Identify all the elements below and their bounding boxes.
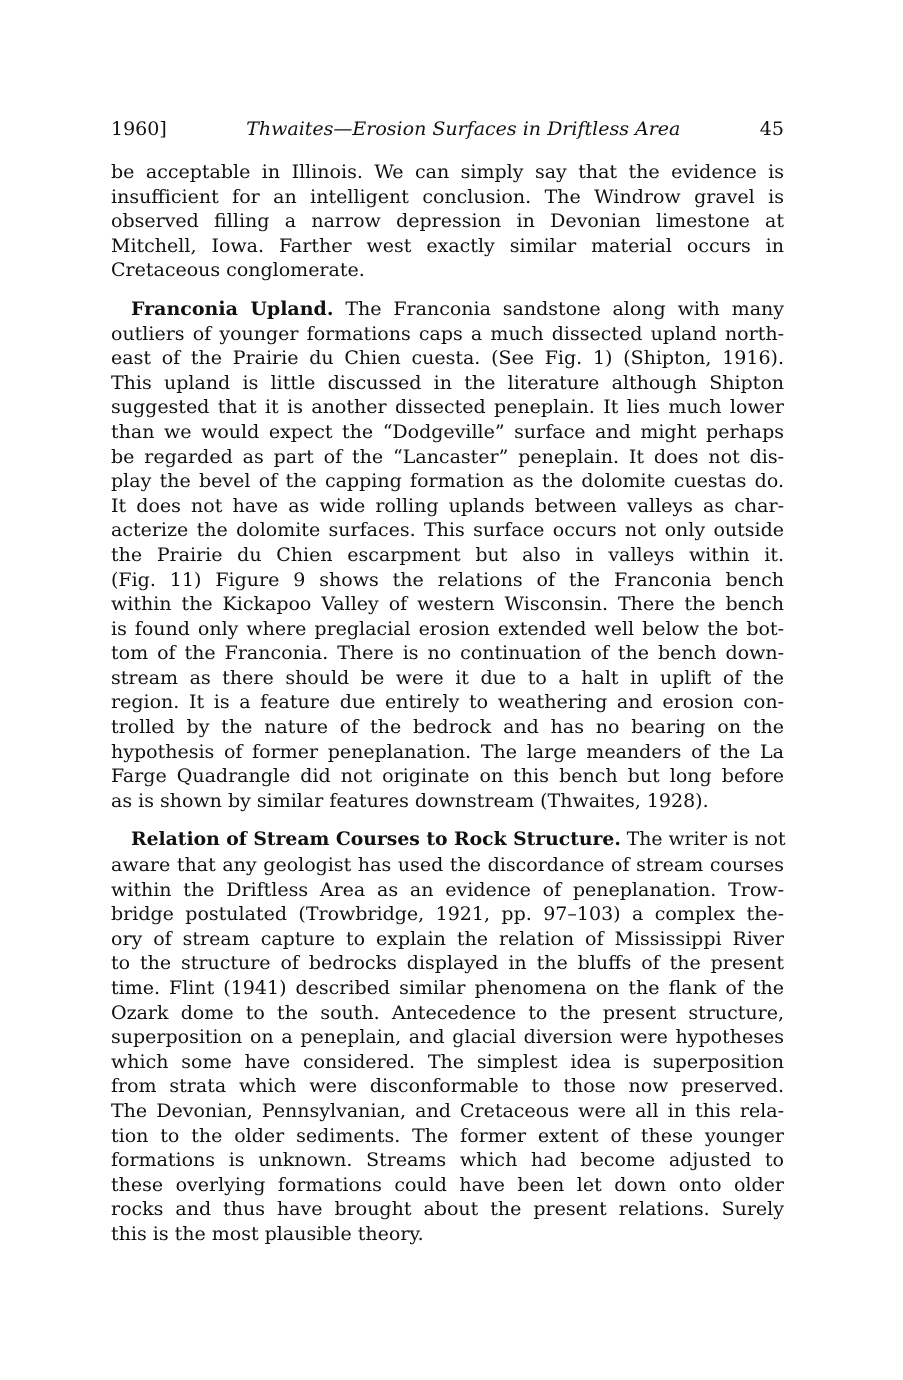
header-year: 1960] — [111, 118, 167, 140]
text-line: which some have considered. The simplest idea is superposition — [111, 1050, 784, 1073]
line-text: The Franconia sandstone along with many — [333, 297, 784, 320]
text-line: observed filling a narrow depression in Devonian limestone at — [111, 210, 784, 233]
text-line: hypothesis of former peneplanation. The large meanders of the La — [111, 740, 784, 763]
text-line: (Fig. 11) Figure 9 shows the relations of the Franconia bench — [111, 568, 784, 591]
line-text: The writer is not — [620, 829, 786, 851]
text-line — [111, 297, 784, 322]
text-line: the Prairie du Chien escarpment but also in valleys within it. — [111, 543, 784, 566]
text-line — [111, 827, 784, 853]
text-line: these overlying formations could have been let down onto older — [111, 1173, 784, 1196]
text-line: region. It is a feature due entirely to weathering and erosion con- — [111, 691, 784, 714]
text-line: play the bevel of the capping formation as the dolomite cuestas do. — [111, 470, 784, 493]
text-line: within the Driftless Area as an evidence of peneplanation. Trow- — [111, 878, 784, 901]
text-line: to the structure of bedrocks displayed in the bluffs of the present — [111, 952, 784, 975]
running-header — [111, 118, 784, 146]
paragraph — [111, 297, 784, 813]
paragraph — [111, 160, 784, 283]
text-line: tom of the Franconia. There is no continuation of the bench down- — [111, 642, 784, 665]
header-title: Thwaites—Erosion Surfaces in Driftless Area — [246, 118, 681, 140]
text-line: Cretaceous conglomerate. — [111, 259, 365, 282]
text-line: rocks and thus have brought about the present relations. Surely — [111, 1198, 784, 1221]
text-line: Mitchell, Iowa. Farther west exactly similar material occurs in — [111, 234, 784, 257]
text-line: stream as there should be were it due to a halt in uplift of the — [111, 666, 784, 689]
text-line: ory of stream capture to explain the relation of Mississippi River — [111, 927, 784, 950]
text-line: aware that any geologist has used the discordance of stream courses — [111, 854, 784, 877]
text-line: east of the Prairie du Chien cuesta. (See Fig. 1) (Shipton, 1916). — [111, 347, 784, 370]
page-number: 45 — [759, 118, 784, 140]
text-line: from strata which were disconformable to those now preserved. — [111, 1075, 784, 1098]
body-text — [111, 160, 784, 1247]
section-heading: Franconia Upland. — [131, 297, 334, 320]
text-line: within the Kickapoo Valley of western Wisconsin. There the bench — [111, 593, 784, 616]
text-line: It does not have as wide rolling uplands between valleys as char- — [111, 494, 784, 517]
text-line: This upland is little discussed in the literature although Shipton — [111, 371, 784, 394]
text-line: superposition on a peneplain, and glacial diversion were hypotheses — [111, 1026, 784, 1049]
text-line: outliers of younger formations caps a much dissected upland north- — [111, 322, 784, 345]
text-line: as is shown by similar features downstream (Thwaites, 1928). — [111, 789, 709, 812]
text-line: trolled by the nature of the bedrock and has no bearing on the — [111, 716, 784, 739]
text-line: than we would expect the “Dodgeville” surface and might perhaps — [111, 420, 784, 443]
text-line: be regarded as part of the “Lancaster” peneplain. It does not dis- — [111, 445, 784, 468]
text-line: bridge postulated (Trowbridge, 1921, pp. 97–103) a complex the- — [111, 903, 784, 926]
text-line: acterize the dolomite surfaces. This surface occurs not only outside — [111, 519, 784, 542]
paragraph — [111, 827, 784, 1246]
text-line: Farge Quadrangle did not originate on this bench but long before — [111, 765, 784, 788]
text-line: is found only where preglacial erosion extended well below the bot- — [111, 617, 784, 640]
text-line: suggested that it is another dissected peneplain. It lies much lower — [111, 396, 784, 419]
text-line: Ozark dome to the south. Antecedence to the present structure, — [111, 1001, 784, 1024]
section-heading: Relation of Stream Courses to Rock Structure. — [131, 828, 621, 851]
text-line: time. Flint (1941) described similar phenomena on the flank of the — [111, 977, 784, 999]
text-line: be acceptable in Illinois. We can simply say that the evidence is — [111, 161, 784, 183]
text-line: The Devonian, Pennsylvanian, and Cretaceous were all in this rela- — [111, 1099, 784, 1122]
text-line: this is the most plausible theory. — [111, 1222, 424, 1245]
page — [111, 118, 784, 1261]
text-line: formations is unknown. Streams which had become adjusted to — [111, 1149, 784, 1172]
text-line: tion to the older sediments. The former extent of these younger — [111, 1124, 784, 1147]
text-line: insufficient for an intelligent conclusion. The Windrow gravel is — [111, 185, 784, 208]
